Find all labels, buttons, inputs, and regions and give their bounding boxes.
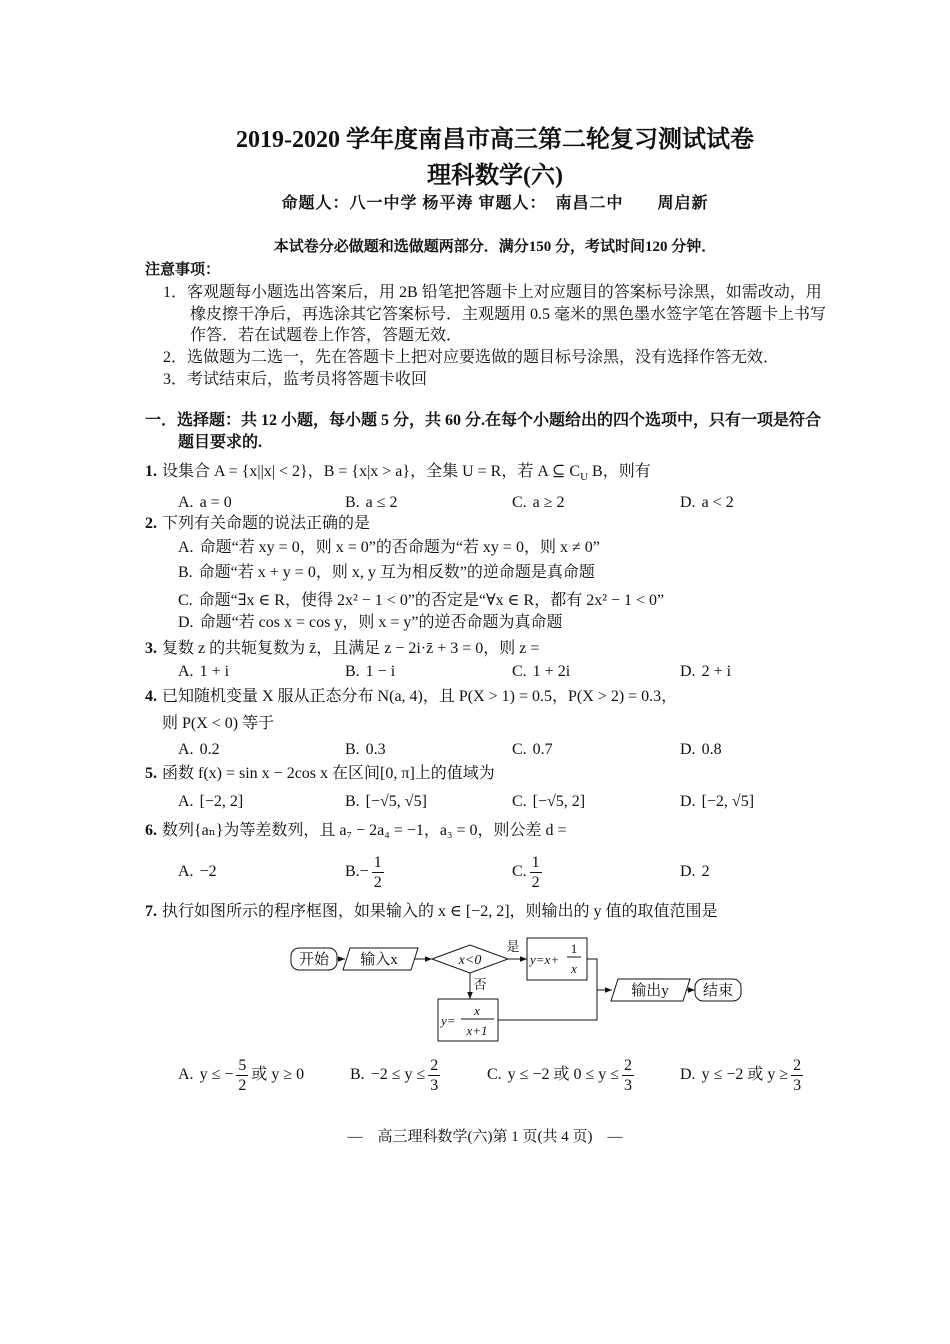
option-label: B. <box>350 1066 365 1083</box>
option-label: B. <box>345 793 360 810</box>
option-d <box>178 613 562 633</box>
option-b <box>345 792 427 812</box>
option-text: 2 <box>701 863 710 880</box>
fraction <box>791 1056 803 1095</box>
question-1-stem <box>145 462 651 482</box>
question-6-options <box>0 850 950 894</box>
option-label: D. <box>178 614 194 631</box>
exam-authors: 命题人：八一中学 杨平涛 审题人： 南昌二中 周启新 <box>281 195 709 212</box>
question-number: 7. <box>145 903 157 920</box>
flowchart <box>280 930 750 1050</box>
option-a <box>178 740 220 760</box>
option-text: 命题“∃x ∈ R，使得 2x² − 1 < 0”的否定是“∀x ∈ R，都有 2x² − 1 < 0” <box>198 592 665 609</box>
option-d <box>680 740 722 760</box>
flow-end-label: 结束 <box>702 983 734 999</box>
option-b <box>345 662 395 682</box>
flow-output-label: 输出y <box>631 983 669 999</box>
question-6-stem <box>145 821 567 841</box>
note-item-1 <box>163 283 822 303</box>
option-c <box>512 850 545 894</box>
option-label: A. <box>178 863 194 880</box>
option-b <box>350 1053 443 1097</box>
option-text: y ≤ −2 或 0 ≤ y ≤ <box>507 1066 620 1083</box>
stem-text: 设集合 A = {x||x| < 2}，B = {x|x > a}，全集 U = R，若 A ⊆ C <box>162 463 581 480</box>
option-text: [−2, 2] <box>199 793 244 810</box>
option-label: A. <box>178 741 194 758</box>
fraction-numerator: 2 <box>430 1056 439 1074</box>
option-text: [−√5, 2] <box>532 793 586 810</box>
option-text: −2 ≤ y ≤ <box>370 1066 426 1083</box>
option-text: a ≤ 2 <box>365 494 398 511</box>
fraction-denominator: x+1 <box>466 1023 488 1038</box>
question-7-options <box>0 1053 950 1097</box>
option-text: a = 0 <box>199 494 232 511</box>
question-4-stem-cont: 则 P(X < 0) 等于 <box>162 715 275 732</box>
option-label: D. <box>680 494 696 511</box>
option-label: B. <box>345 663 360 680</box>
option-text: 命题“若 x + y = 0，则 x, y 互为相反数”的逆命题是真命题 <box>198 564 595 581</box>
question-5-stem <box>145 764 495 784</box>
option-label: D. <box>680 1066 696 1083</box>
note-text: 橡皮擦干净后，再选涂其它答案标号．主观题用 0.5 毫米的黑色墨水签字笔在答题卡上书写 <box>190 306 827 323</box>
fraction-denominator: 3 <box>624 1076 633 1094</box>
option-c <box>512 792 585 812</box>
flow-start-label: 开始 <box>298 952 330 968</box>
stem-text: 函数 f(x) = sin x − 2cos x 在区间[0, π]上的值域为 <box>162 765 495 782</box>
option-text: y ≤ −2 或 y ≥ <box>701 1066 789 1083</box>
question-number: 2. <box>145 515 157 532</box>
option-text: − <box>359 863 369 880</box>
question-5-options <box>0 792 950 812</box>
fraction-numerator: 1 <box>373 853 382 871</box>
option-a <box>178 850 217 894</box>
fraction-denominator: x <box>571 961 577 976</box>
question-number: 6. <box>145 822 157 839</box>
fraction-denominator: 2 <box>531 873 540 891</box>
option-text: [−2, √5] <box>701 793 755 810</box>
flow-input-label: 输入x <box>360 952 398 968</box>
option-b <box>345 850 387 894</box>
option-label: C. <box>512 793 527 810</box>
option-b <box>345 493 398 513</box>
fraction-denominator: 3 <box>430 1076 439 1094</box>
fraction <box>236 1056 248 1095</box>
fraction-denominator: 2 <box>238 1076 247 1094</box>
option-label: C. <box>487 1066 502 1083</box>
stem-text: B，则有 <box>588 463 651 480</box>
note-number: 1． <box>163 284 188 301</box>
section-heading-cont: 题目要求的. <box>178 434 263 451</box>
option-label: C. <box>178 592 193 609</box>
question-1-options <box>0 493 950 513</box>
option-text: 0.2 <box>199 741 220 758</box>
flow-merge-line <box>498 959 597 1020</box>
option-label: B. <box>345 863 360 880</box>
fraction <box>428 1056 440 1095</box>
flow-yes-formula: y=x+ <box>530 952 560 967</box>
option-b <box>178 563 595 583</box>
fraction <box>622 1056 634 1095</box>
option-text: a < 2 <box>701 494 734 511</box>
question-number: 5. <box>145 765 157 782</box>
stem-text: 执行如图所示的程序框图，如果输入的 x ∈ [−2, 2]，则输出的 y 值的取值范围是 <box>162 903 718 920</box>
option-text: [−√5, √5] <box>365 793 427 810</box>
option-label: C. <box>512 494 527 511</box>
notes-heading: 注意事项： <box>145 262 221 278</box>
section-heading: 一．选择题：共 12 小题，每小题 5 分，共 60 分.在每个小题给出的四个选项中，只有一项是符合 <box>145 412 822 429</box>
question-number: 4. <box>145 688 157 705</box>
stem-text: 已知随机变量 X 服从正态分布 N(a, 4)，且 P(X > 1) = 0.5，P(X > 2) = 0.3， <box>162 688 678 705</box>
option-text: y ≤ − <box>199 1066 234 1083</box>
option-label: B. <box>345 494 360 511</box>
note-number: 2． <box>163 349 188 366</box>
page-footer: — 高三理科数学(六)第 1 页(共 4 页) — <box>347 1129 623 1145</box>
fraction-numerator: 1 <box>531 853 540 871</box>
option-label: C. <box>512 741 527 758</box>
option-c <box>512 662 570 682</box>
stem-text: 复数 z 的共轭复数为 z̄，且满足 z − 2i·z̄ + 3 = 0，则 z = <box>162 640 540 657</box>
fraction-numerator: 2 <box>624 1056 633 1074</box>
option-text: 0.8 <box>701 741 722 758</box>
option-label: A. <box>178 1066 194 1083</box>
option-a <box>178 1053 304 1097</box>
option-text: −2 <box>199 863 217 880</box>
stem-text: 数列{aₙ}为等差数列，且 a₇ − 2a₄ = −1，a₃ = 0，则公差 d = <box>162 822 567 839</box>
note-text: 作答．若在试题卷上作答，答题无效． <box>190 327 463 344</box>
exam-subtitle: 理科数学(六) <box>427 163 563 189</box>
option-label: A. <box>178 539 194 556</box>
option-c <box>178 591 664 611</box>
option-label: A. <box>178 494 194 511</box>
fraction-numerator: 5 <box>238 1056 247 1074</box>
question-3-options <box>0 662 950 682</box>
note-item-3 <box>163 370 427 390</box>
fraction <box>372 853 384 892</box>
option-label: C. <box>512 663 527 680</box>
stem-subscript: U <box>580 471 589 484</box>
option-label: C. <box>512 863 527 880</box>
question-number: 3. <box>145 640 157 657</box>
option-text: 命题“若 xy = 0，则 x = 0”的否命题为“若 xy = 0，则 x ≠ 0” <box>199 539 600 556</box>
question-number: 1. <box>145 463 157 480</box>
question-7-stem <box>145 902 718 922</box>
option-label: B. <box>345 741 360 758</box>
option-text: 1 + 2i <box>532 663 571 680</box>
stem-text: 下列有关命题的说法正确的是 <box>162 515 371 532</box>
fraction-denominator: 3 <box>793 1076 802 1094</box>
option-text: 0.7 <box>532 741 553 758</box>
note-number: 3． <box>163 371 188 388</box>
fraction <box>530 853 542 892</box>
option-d <box>680 850 710 894</box>
note-text: 选做题为二选一，先在答题卡上把对应要选做的题目标号涂黑，没有选择作答无效． <box>187 349 780 366</box>
option-text: a ≥ 2 <box>532 494 565 511</box>
option-c <box>512 493 565 513</box>
question-2-stem <box>145 514 370 534</box>
exam-intro: 本试卷分必做题和选做题两部分．满分150 分，考试时间120 分钟． <box>273 239 717 255</box>
question-4-stem <box>145 687 677 707</box>
option-text: 2 + i <box>701 663 732 680</box>
flow-no-label: 否 <box>473 977 487 992</box>
option-d <box>680 792 754 812</box>
option-a <box>178 538 600 558</box>
exam-title: 2019-2020 学年度南昌市高三第二轮复习测试试卷 <box>236 127 754 153</box>
flow-no-formula: y= <box>441 1013 456 1028</box>
option-text: 1 − i <box>365 663 396 680</box>
option-text: 0.3 <box>365 741 386 758</box>
option-label: B. <box>178 564 193 581</box>
fraction-denominator: 2 <box>373 873 382 891</box>
option-a <box>178 493 232 513</box>
option-a <box>178 662 229 682</box>
option-label: D. <box>680 793 696 810</box>
note-text: 客观题每小题选出答案后，用 2B 铅笔把答题卡上对应题目的答案标号涂黑，如需改动，用 <box>187 284 822 301</box>
question-4-options <box>0 740 950 760</box>
option-label: D. <box>680 741 696 758</box>
flow-condition-label: x<0 <box>458 953 482 968</box>
note-text: 考试结束后，监考员将答题卡收回 <box>187 371 428 388</box>
option-text: 命题“若 cos x = cos y，则 x = y”的逆否命题为真命题 <box>199 614 563 631</box>
note-item-2 <box>163 348 779 368</box>
option-label: A. <box>178 793 194 810</box>
option-d <box>680 662 731 682</box>
flow-yes-label: 是 <box>506 939 520 954</box>
option-b <box>345 740 386 760</box>
option-text: 或 y ≥ 0 <box>251 1066 305 1083</box>
fraction-numerator: 2 <box>793 1056 802 1074</box>
option-d <box>680 1053 806 1097</box>
option-a <box>178 792 243 812</box>
option-label: A. <box>178 663 194 680</box>
option-label: D. <box>680 663 696 680</box>
option-text: 1 + i <box>199 663 230 680</box>
fraction-numerator: 1 <box>570 941 578 956</box>
option-c <box>512 740 553 760</box>
question-3-stem <box>145 639 539 659</box>
fraction-numerator: x <box>474 1003 480 1018</box>
option-d <box>680 493 734 513</box>
option-label: D. <box>680 863 696 880</box>
option-c <box>487 1053 637 1097</box>
